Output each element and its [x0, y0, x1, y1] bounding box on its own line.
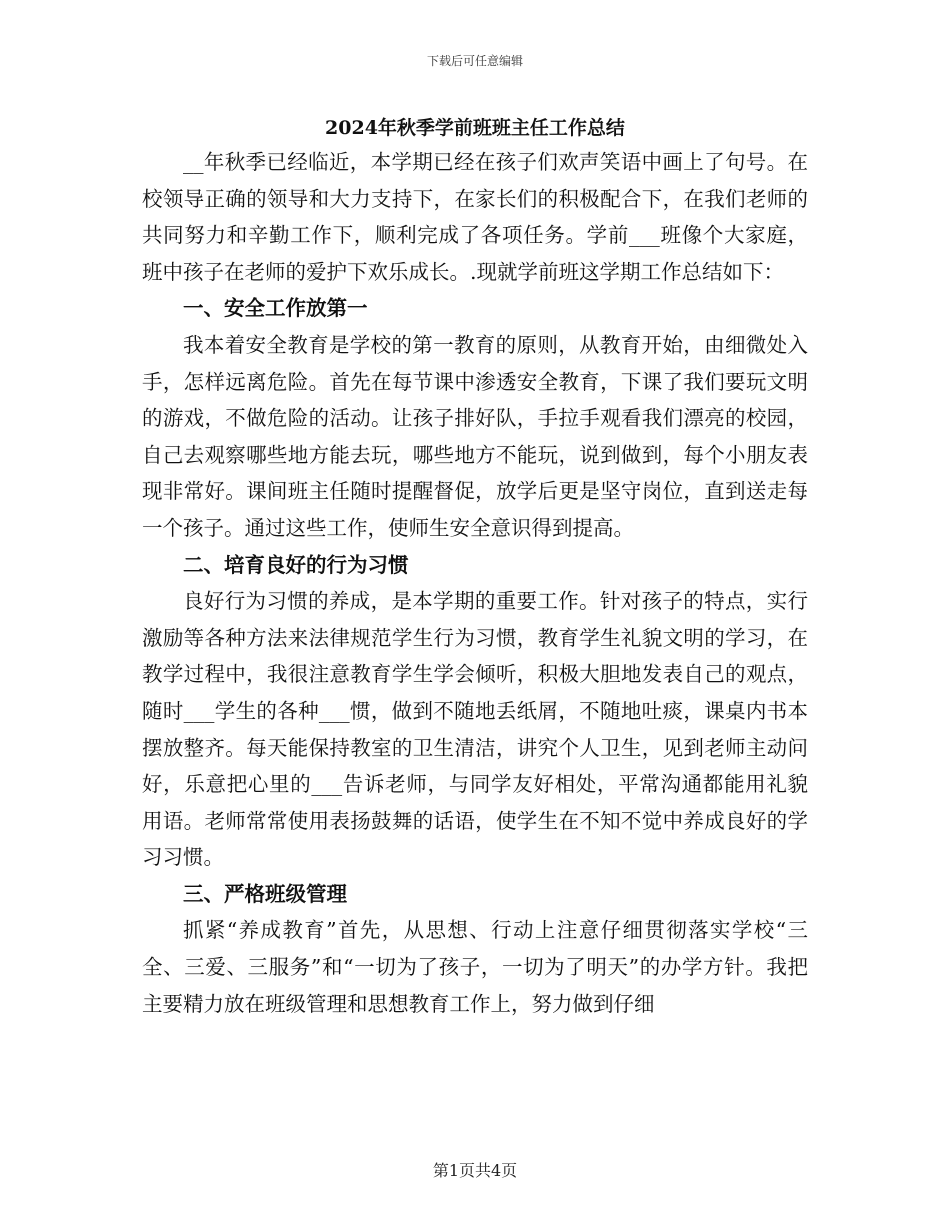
page-number: 第1页共4页 [432, 1161, 518, 1180]
header-note: 下载后可任意编辑 [426, 54, 523, 68]
section-body-safety: 我本着安全教育是学校的第一教育的原则，从教育开始，由细微处入手，怎样远离危险。首先在每节课中渗透安全教育，下课了我们要玩文明的游戏，不做危险的活动。让孩子排好队，手拉手观看我们漂亮的校园，自己去观察哪些地方能去玩，哪些地方不能玩，说到做到，每个小朋友表现非常好。课间班主任随时提醒督促，放学后更是坚守岗位，直到送走每一个孩子。通过这些工作，使师生安全意识得到提高。 [142, 332, 808, 540]
document-title: 2024年秋季学前班班主任工作总结 [325, 117, 625, 139]
section-body-management: 抓紧“养成教育”首先，从思想、行动上注意仔细贯彻落实学校“三全、三爱、三服务”和“一切为了孩子，一切为了明天”的办学方针。我把主要精力放在班级管理和思想教育工作上，努力做到仔细 [142, 918, 808, 1016]
section-heading-management: 三、严格班级管理 [183, 881, 347, 906]
section-heading-safety: 一、安全工作放第一 [183, 296, 368, 321]
section-body-habits: 良好行为习惯的养成，是本学期的重要工作。针对孩子的特点，实行激励等各种方法来法律规范学生行为习惯，教育学生礼貌文明的学习，在教学过程中，我很注意教育学生学会倾听，积极大胆地发表自己的观点，随时___学生的各种___惯，做到不随地丢纸屑，不随地吐痰，课桌内书本摆放整齐。每天能保持教室的卫生清洁，讲究个人卫生，见到老师主动问好，乐意把心里的___告诉老师，与同学友好相处，平常沟通都能用礼貌用语。老师常常使用表扬鼓舞的话语，使学生在不知不觉中养成良好的学习习惯。 [142, 589, 808, 870]
document-body [142, 112, 808, 1022]
intro-paragraph: __年秋季已经临近，本学期已经在孩子们欢声笑语中画上了句号。在校领导正确的领导和大力支持下，在家长们的积极配合下，在我们老师的共同努力和辛勤工作下，顺利完成了各项任务。学前___班像个大家庭，班中孩子在老师的爱护下欢乐成长。.现就学前班这学期工作总结如下： [142, 150, 808, 284]
section-heading-habits: 二、培育良好的行为习惯 [183, 552, 409, 577]
